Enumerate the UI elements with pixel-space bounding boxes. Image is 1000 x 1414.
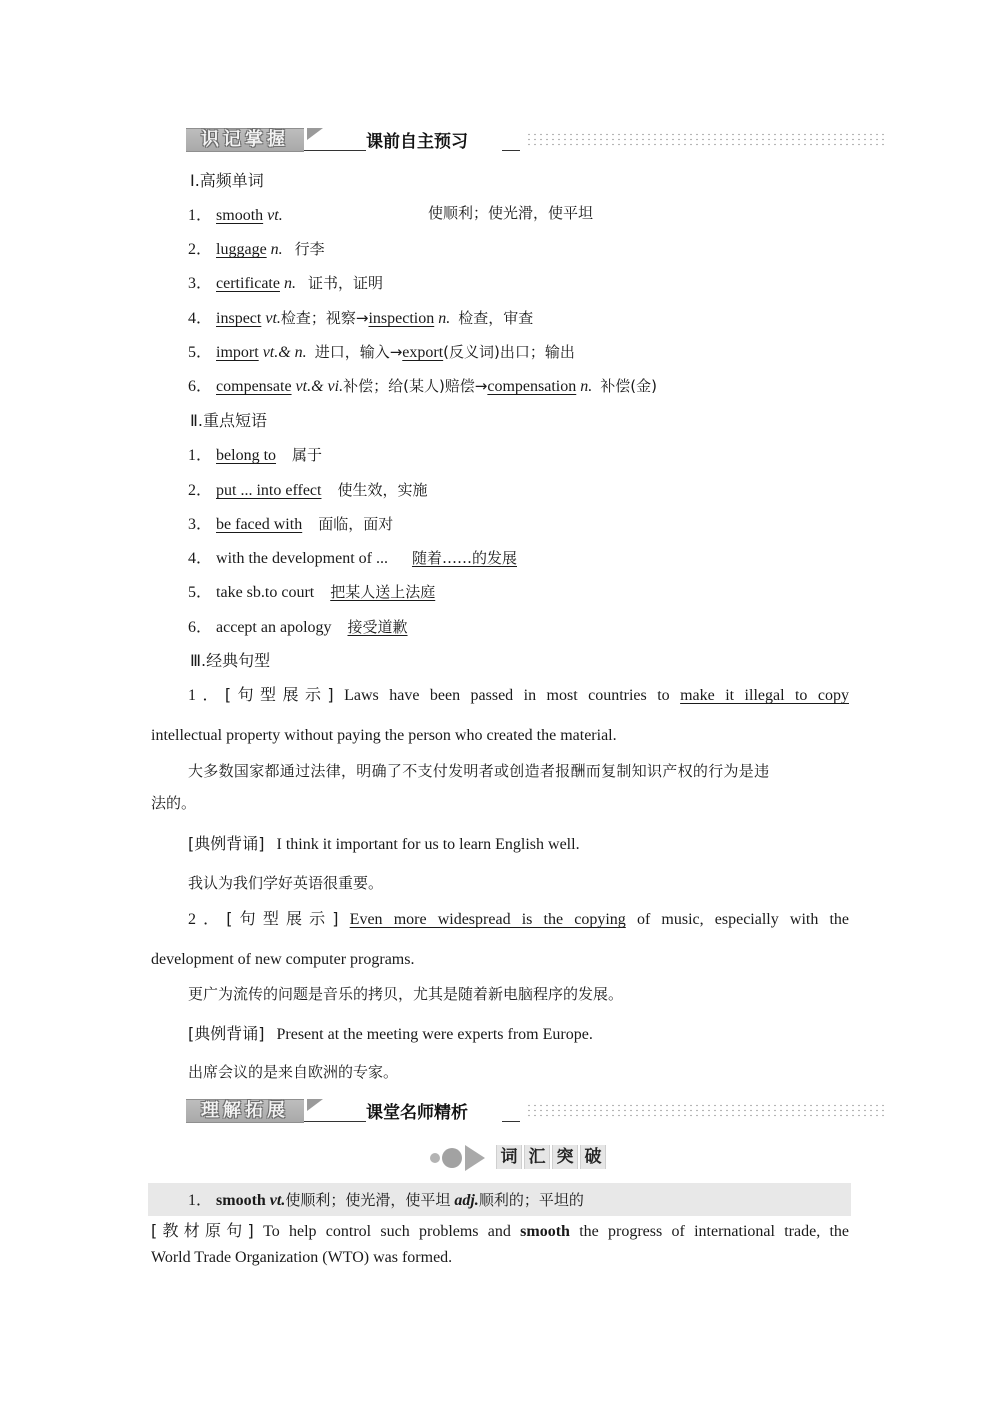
item-number: 5．	[188, 584, 213, 601]
sentence-text: the progress of international trade, the	[579, 1223, 850, 1240]
item-number: 2．	[188, 241, 213, 258]
example	[188, 831, 580, 854]
vocab-word: certificate	[216, 275, 280, 292]
part-of-speech: n.	[283, 275, 296, 292]
vocab-meaning: 顺利的；平坦的	[478, 1191, 584, 1209]
translation: 出席会议的是来自欧洲的专家。	[188, 1063, 399, 1081]
vocab-item	[188, 236, 325, 259]
example-text: Present at the meeting were experts from Europe.	[276, 1026, 593, 1043]
banner-badge: 识记掌握	[186, 128, 304, 152]
section-heading: Ⅲ.经典句型	[190, 651, 271, 670]
derived-meaning: 补偿(金)	[600, 377, 657, 395]
translation: 法的。	[151, 794, 197, 812]
section-heading: Ⅰ.高频单词	[190, 171, 264, 190]
translation: 我认为我们学好英语很重要。	[188, 874, 384, 892]
part-of-speech: vt.	[265, 310, 281, 327]
banner-title: 课前自主预习	[366, 132, 468, 152]
sentence-text: of music, especially with the	[636, 911, 850, 928]
translation: 大多数国家都通过法律，明确了不支付发明者或创造者报酬而复制知识产权的行为是违	[188, 762, 770, 780]
title-char: 汇	[524, 1145, 550, 1169]
part-of-speech: n.	[270, 241, 283, 258]
part-of-speech: vt.& n.	[262, 344, 307, 361]
banner-triangle-icon	[307, 128, 323, 140]
item-number: 3．	[188, 516, 213, 533]
vocab-meaning: 行李	[294, 240, 325, 258]
part-of-speech: vt.	[267, 207, 283, 224]
banner-rule	[502, 1121, 520, 1122]
banner-badge: 理解拓展	[186, 1099, 304, 1123]
phrase-text: belong to	[216, 447, 277, 464]
example-text: I think it important for us to learn English well.	[276, 836, 580, 853]
sentence-continuation: development of new computer programs.	[151, 951, 415, 968]
banner-rule	[304, 1121, 366, 1122]
vocab-entry	[188, 1187, 584, 1210]
vocab-word: compensate	[216, 378, 292, 395]
vocab-breakthrough-title	[420, 1143, 620, 1171]
vocab-item	[188, 202, 283, 225]
pattern-tag: [句型展示]	[224, 685, 334, 704]
vocab-meaning: 检查；视察→	[280, 309, 369, 327]
vocab-meaning: 使顺利；使光滑，使平坦	[285, 1191, 451, 1209]
phrase-item	[188, 477, 427, 500]
vocab-item	[188, 373, 657, 396]
part-of-speech: n.	[438, 310, 451, 327]
phrase-item	[188, 614, 408, 637]
item-number: 1．	[188, 207, 213, 224]
phrase-meaning: 把某人送上法庭	[330, 583, 436, 601]
section-heading: Ⅱ.重点短语	[190, 411, 267, 430]
phrase-text: put ... into effect	[216, 482, 322, 499]
phrase-meaning: 属于	[292, 446, 323, 464]
vocab-item	[188, 339, 575, 362]
derived-meaning: 检查，审查	[458, 309, 534, 327]
vocab-meaning: 证书，证明	[307, 274, 383, 292]
vocab-meaning: 使顺利；使光滑，使平坦	[428, 204, 594, 222]
banner-title: 课堂名师精析	[366, 1103, 468, 1123]
item-number: 6．	[188, 378, 213, 395]
item-number: 4．	[188, 550, 213, 567]
banner-rule	[304, 150, 366, 151]
phrase-text: take sb.to court	[216, 584, 315, 601]
vocab-word: import	[216, 344, 259, 361]
example-tag: [典例背诵]	[188, 1024, 265, 1043]
banner-dot-pattern	[526, 132, 886, 147]
item-number: 1．	[188, 1192, 213, 1209]
phrase-text: be faced with	[216, 516, 303, 533]
small-dot-icon	[430, 1153, 440, 1163]
large-dot-icon	[442, 1148, 462, 1168]
pattern-sentence	[188, 911, 849, 928]
derived-meaning: (反义词)出口；输出	[443, 343, 575, 361]
source-tag: [教材原句]	[151, 1221, 254, 1240]
arrow-right-icon	[465, 1145, 485, 1171]
phrase-text: with the development of ...	[216, 550, 388, 567]
phrase-meaning: 面临，面对	[318, 515, 394, 533]
sentence-continuation: World Trade Organization (WTO) was formed.	[151, 1249, 453, 1266]
item-number: 2．	[188, 482, 213, 499]
example	[188, 1021, 593, 1044]
vocab-word: luggage	[216, 241, 267, 258]
item-number: 1．	[188, 447, 213, 464]
phrase-item	[188, 442, 322, 465]
vocab-word: smooth	[216, 1192, 266, 1209]
derived-word: export	[402, 344, 444, 361]
vocab-word: inspect	[216, 310, 262, 327]
item-number: 6．	[188, 619, 213, 636]
derived-word: inspection	[368, 310, 435, 327]
phrase-meaning: 接受道歉	[347, 618, 408, 636]
phrase-item	[188, 579, 435, 602]
phrase-meaning: 随着……的发展	[411, 549, 517, 567]
vocab-item	[188, 270, 383, 293]
example-tag: [典例背诵]	[188, 834, 265, 853]
key-pattern: Even more widespread is the copying	[349, 911, 626, 928]
banner-dot-pattern	[526, 1103, 886, 1118]
phrase-text: accept an apology	[216, 619, 332, 636]
key-pattern: make it illegal to copy	[680, 687, 849, 704]
phrase-meaning: 使生效，实施	[337, 481, 428, 499]
sentence-text: Laws have been passed in most countries to	[344, 687, 670, 704]
part-of-speech: vt.& vi.	[295, 378, 344, 395]
phrase-item	[188, 545, 517, 568]
title-char: 词	[496, 1145, 522, 1169]
banner-triangle-icon	[307, 1099, 323, 1111]
part-of-speech: n.	[580, 378, 593, 395]
sentence-continuation: intellectual property without paying the person who created the material.	[151, 727, 617, 744]
banner-rule	[502, 150, 520, 151]
vocab-meaning: 进口，输入→	[314, 343, 403, 361]
title-char: 突	[552, 1145, 578, 1169]
item-number: 5．	[188, 344, 213, 361]
part-of-speech: vt.	[269, 1192, 286, 1209]
vocab-word: smooth	[216, 207, 264, 224]
derived-word: compensation	[487, 378, 577, 395]
sentence-text: To help control such problems and	[263, 1223, 511, 1240]
part-of-speech: adj.	[454, 1192, 479, 1209]
item-number: 2．	[188, 911, 227, 928]
section-banner-lecture	[186, 1097, 886, 1123]
phrase-item	[188, 511, 393, 534]
item-number: 3．	[188, 275, 213, 292]
translation: 更广为流传的问题是音乐的拷贝，尤其是随着新电脑程序的发展。	[188, 985, 624, 1003]
pattern-sentence	[188, 687, 849, 704]
vocab-item	[188, 305, 533, 328]
title-char: 破	[580, 1145, 606, 1169]
pattern-tag: [句型展示]	[226, 909, 339, 928]
section-banner-preview	[186, 126, 886, 152]
highlighted-word: smooth	[520, 1223, 570, 1240]
vocab-meaning: 补偿；给(某人)赔偿→	[343, 377, 488, 395]
item-number: 4．	[188, 310, 213, 327]
item-number: 1．	[188, 687, 225, 704]
source-sentence	[151, 1223, 849, 1240]
